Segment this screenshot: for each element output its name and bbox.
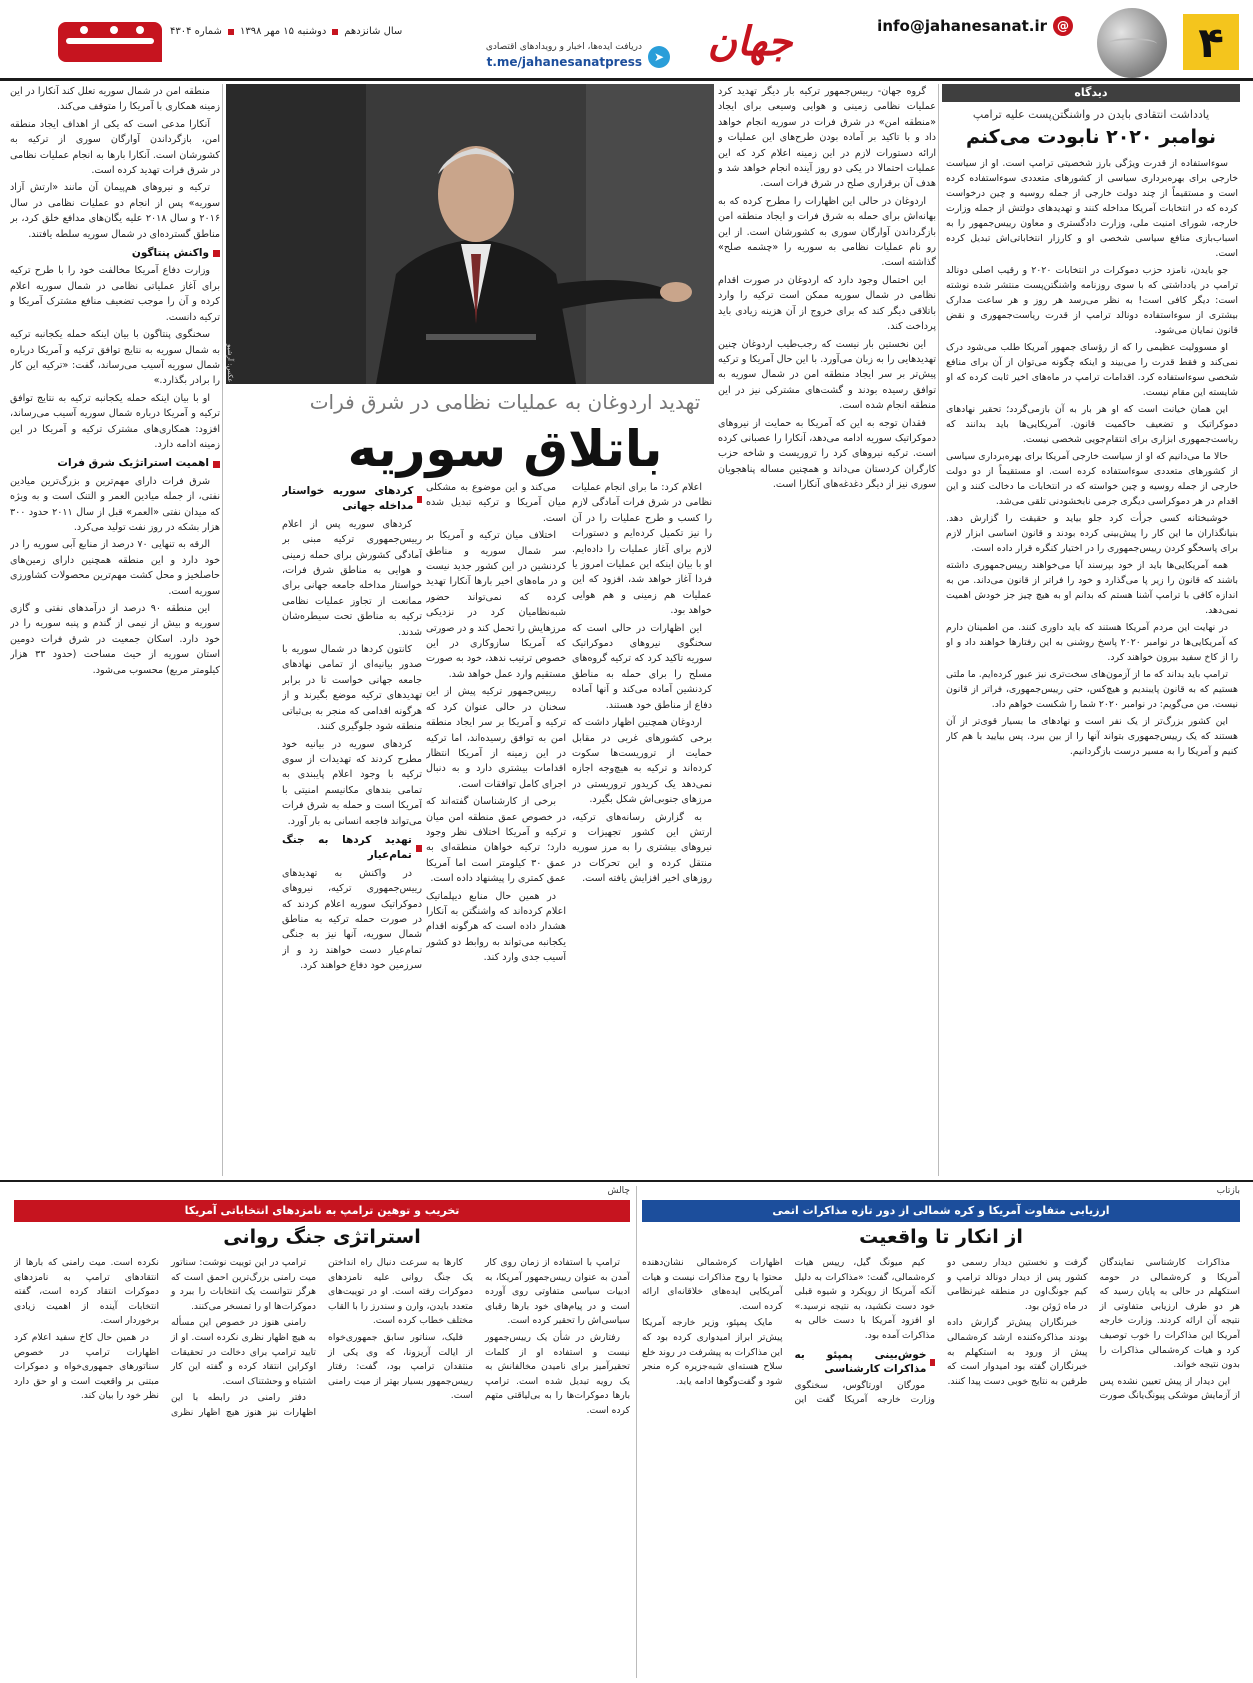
main-article-lead xyxy=(718,84,936,1176)
paragraph: رییس‌جمهور ترکیه پیش از این سخنان در حالی عنوان کرد که ترکیه و آمریکا بر سر ایجاد منطقه امن به توافق رسیده‌اند، اما ترکیه در این زمینه از آمریکا انتظار اقدامات بیشتری دارد و به دنبال اجرای کامل توافقات است. xyxy=(426,686,566,790)
email-icon: @ xyxy=(1053,16,1073,36)
telegram-link[interactable]: t.me/jahanesanatpress xyxy=(486,55,642,69)
paragraph: مذاکرات کارشناسی نمایندگان آمریکا و کره‌شمالی در حومه استکهلم در حالی به پایان رسید که هر دو طرف ارزیابی متفاوتی از نتیجه آن ارائه کردند. وزارت خارجه آمریکا این مذاکرات را خوب توصیف کرد و هیات کره‌شمالی مذاکرات را بدون نتیجه خواند. xyxy=(1099,1257,1240,1371)
paragraph: در همین حال منابع دیپلماتیک اعلام کرده‌اند که واشنگتن به آنکارا هشدار داده است که هرگونه اقدام یکجانبه می‌تواند به روابط دو کشور آسیب جدی وارد کند. xyxy=(426,890,566,964)
article-column xyxy=(426,480,566,1176)
globe-icon xyxy=(1097,8,1167,78)
subheading xyxy=(795,1348,936,1377)
subheading-text: کردهای سوریه خواستار مداخله جهانی xyxy=(282,485,414,513)
paragraph: ترامپ باید بداند که ما از آزمون‌های سخت‌تری نیز عبور کرده‌ایم. ما ملتی هستیم که به قانون پایبندیم و هیچ‌کس، حتی رییس‌جمهوری، فراتر از قانون نیست. من می‌گویم: در نوامبر ۲۰۲۰ شما را شکست خواهم داد. xyxy=(946,669,1238,710)
article-headline: باتلاق سوریه xyxy=(347,420,663,478)
logo-mark xyxy=(110,26,118,34)
paragraph: در نهایت این مردم آمریکا هستند که باید داوری کنند. من اطمینان دارم که آمریکایی‌ها در نوامبر ۲۰۲۰ پاسخ روشنی به این رفتارها خواهند داد و او را از کاخ سفید بیرون خواهند کرد. xyxy=(946,622,1238,663)
paragraph: ترامپ در این توییت نوشت: سناتور میت رامنی بزرگ‌ترین احمق است که هرگز نتوانست یک انتخابات را ببرد و دموکرات‌ها او را تمسخر می‌کنند. xyxy=(171,1257,316,1312)
speaker-photo xyxy=(226,84,714,384)
section-rule xyxy=(0,1180,1253,1182)
paragraph: آنکارا مدعی است که یکی از اهداف ایجاد منطقه امن، بازگرداندن آوارگان سوری از ترکیه به کشورشان است. آنکارا بارها به انجام عملیات نظامی در شرق فرات تهدید کرده است. xyxy=(10,118,220,177)
opinion-column xyxy=(942,84,1240,1176)
paragraph: این دیدار از پیش تعیین نشده پس از آزمایش موشکی پیونگ‌یانگ صورت گرفت و نخستین دیدار رسمی دو کشور پس از دیدار دونالد ترامپ و کیم جونگ‌اون در منطقه غیرنظامی در ماه ژوئن بود. xyxy=(947,1257,1240,1402)
issue-date: دوشنبه ۱۵ مهر ۱۳۹۸ xyxy=(239,26,327,37)
paragraph: برخی از کارشناسان گفته‌اند که در خصوص عمق منطقه امن میان ترکیه و آمریکا اختلاف نظر وجود دارد؛ ترکیه خواهان منطقه‌ای به عمق ۳۰ کیلومتر است اما آمریکا عمق کمتری را پیشنهاد داده است. xyxy=(426,796,566,885)
subheading xyxy=(10,246,220,261)
separator-square xyxy=(332,29,338,35)
opinion-kicker: یادداشت انتقادی بایدن در واشنگتن‌پست علیه ترامپ xyxy=(972,108,1210,121)
paragraph: این نخستین بار نیست که رجب‌طیب اردوغان چنین تهدیدهایی را به زبان می‌آورد. با این حال آمریکا و ترکیه پیش‌تر بر سر ایجاد منطقه امن در شمال سوریه به توافق رسیده بودند و گشت‌های مشترکی نیز در این منطقه انجام شده است. xyxy=(718,338,936,412)
article-column xyxy=(572,480,712,1176)
bullet-square xyxy=(416,845,422,852)
photo-credit: عکس: آرشیو xyxy=(226,343,234,382)
opinion-tag: دیدگاه xyxy=(942,84,1240,102)
subheading xyxy=(282,833,422,864)
paragraph: حالا ما می‌دانیم که او از سیاست خارجی آمریکا برای بهره‌برداری سیاسی از کشورهای متعددی سوءاستفاده کرده است. او مستقیماً از دو دولت خارجی از جمله روسیه و چین خواسته که در انتخابات ما دخالت کنند و این اقدام در هر دموکراسی دیگری جرمی نابخشودنی تلقی می‌شد. xyxy=(946,451,1238,507)
column-divider xyxy=(636,1186,637,1678)
telegram-caption: دریافت ایده‌ها، اخبار و رویدادهای اقتصادی xyxy=(485,42,642,52)
subheading-text: تهدید کردها به جنگ تمام‌عیار xyxy=(282,833,412,862)
paragraph: این منطقه ۹۰ درصد از درآمدهای نفتی و گازی سوریه و بیش از نیمی از گندم و پنبه سوریه را در خود دارد. اسکان جمعیت در شرق فرات دومین استان سوریه از حیث مساحت (حدود ۳۳ هزار کیلومتر مربع) محسوب می‌شود. xyxy=(10,603,220,676)
paragraph: این اظهارات در حالی است که سخنگوی نیروهای دموکراتیک سوریه تاکید کرد که ترکیه گروه‌های مسلح را برای حمله به مناطق کردنشین آماده می‌کند و آنها آماده دفاع از مناطق خود هستند. xyxy=(572,622,712,711)
paragraph: در همین حال کاخ سفید اعلام کرد اظهارات ترامپ در خصوص سناتورهای جمهوری‌خواه و دموکرات مبتنی بر واقعیت است و او حق دارد نظر خود را بیان کند. xyxy=(14,1331,159,1402)
paragraph: او مسوولیت عظیمی را که از رؤسای جمهور آمریکا طلب می‌شود درک نمی‌کند و فقط قدرت را می‌بیند و اینکه چگونه می‌توان از آن برای منافع شخصی سوءاستفاده کرد. اقدامات ترامپ در ماه‌های اخیر ثابت کرده که او شایسته این مقام نیست. xyxy=(946,342,1238,398)
issue-info xyxy=(170,26,402,37)
issue-year: سال شانزدهم xyxy=(344,26,403,37)
paragraph: به گزارش رسانه‌های ترکیه، ارتش این کشور تجهیزات و نیروهای بیشتری را به مرز سوریه منتقل کرده و این تحرکات در روزهای اخیر افزایش یافته است. xyxy=(572,811,712,885)
paragraph: اردوغان همچنین اظهار داشت که برخی کشورهای غربی در مقابل حمایت از تروریست‌ها سکوت کرده‌اند و ترکیه به هیچ‌وجه اجازه نمی‌دهد یک کریدور تروریستی در مرزهای جنوبی‌اش شکل بگیرد. xyxy=(572,717,712,806)
subheading-text: اهمیت استراتژیک شرق فرات xyxy=(57,457,209,470)
paragraph: خوشبختانه کسی جرأت کرد جلو بیاید و حقیقت را گزارش دهد. بنیانگذاران ما این کار را پیش‌بینی کرده بودند و قانون اساسی ابزار لازم برای پاسخگو کردن رییس‌جمهوری را در اختیار کنگره قرار داده است. xyxy=(946,513,1238,554)
paragraph: کیم میونگ گیل، رییس هیات کره‌شمالی، گفت: «مذاکرات به دلیل آنکه آمریکا از رویکرد و شیوه قبلی خود دست نکشید، به نتیجه نرسید.» او افزود آمریکا با دست خالی به مذاکرات آمده بود. xyxy=(794,1257,935,1341)
bullet-square xyxy=(213,461,220,468)
bottom-left-tag: چالش xyxy=(607,1186,630,1196)
paragraph: فلیک، سناتور سابق جمهوری‌خواه از ایالت آریزونا، که وی یکی از منتقدان ترامپ بود، گفت: رفتار رییس‌جمهور بسیار بهتر از میت رامنی است. xyxy=(328,1331,473,1402)
issue-number: شماره ۴۳۰۴ xyxy=(170,26,222,37)
paragraph: اردوغان در حالی این اظهارات را مطرح کرده که به بهانه‌اش برای حمله به شرق فرات و ایجاد منطقه امن بازگرداندن آوارگان سوری به کشورشان است. از این رو نام عملیات نظامی به سوریه را «چشمه صلح» گذاشته است. xyxy=(718,195,936,269)
paragraph: کارها به سرعت دنبال راه انداختن یک جنگ روانی علیه نامزدهای دموکرات رفته است. او در توییت‌های متعدد بایدن، وارن و سندرز را با القاب مختلف خطاب کرده است. xyxy=(328,1257,473,1327)
paragraph: اعلام کرد: ما برای انجام عملیات نظامی در شرق فرات آمادگی لازم را کسب و طرح عملیات را در آن را نیز تکمیل کرده‌ایم و دستورات لازم برای آغاز عملیات را داده‌ایم. او با بیان اینکه این عملیات امروز یا فردا آغاز خواهد شد، افزود که این عملیات هم زمینی و هم هوایی خواهد بود. xyxy=(572,482,712,617)
email-address[interactable]: info@jahanesanat.ir xyxy=(877,17,1047,35)
newspaper-logo xyxy=(58,22,162,62)
paragraph: می‌کند و این موضوع به مشکلی میان آمریکا و ترکیه تبدیل شده است. xyxy=(426,482,566,524)
paragraph: رامنی هنوز در خصوص این مسأله به هیچ اظهار نظری نکرده است. او از تایید ترامپ برای دخالت در تحقیقات اوکراین انتقاد کرده و گفته این کار اشتباه و وحشتناک است. xyxy=(171,1317,316,1387)
paragraph: گروه جهان- رییس‌جمهور ترکیه بار دیگر تهدید کرد عملیات نظامی زمینی و هوایی وسیعی برای ایجاد «منطقه امن» در شرق فرات در سوریه انجام خواهد داد و با تاکید بر آماده بودن طرح‌های این عملیات و ارائه دستورات لازم در این زمینه اعلام کرد که این عملیات احتمالا در یکی دو روز آینده انجام خواهد شد و هدف آن برقراری صلح در شرق فرات است. xyxy=(718,86,936,190)
section-title: جهان xyxy=(707,18,793,65)
subheading xyxy=(282,484,422,515)
paragraph: خبرنگاران پیش‌تر گزارش داده بودند مذاکره‌کننده ارشد کره‌شمالی پیش از ورود به استکهلم به خبرنگاران گفته بود امیدوار است که طرفین به نتایج خوبی دست پیدا کنند. xyxy=(947,1317,1088,1387)
logo-mark xyxy=(136,26,144,34)
bottom-right-title: از انکار تا واقعیت xyxy=(859,1226,1023,1248)
logo-mark xyxy=(66,38,154,44)
telegram-promo[interactable] xyxy=(420,42,670,72)
telegram-icon: ➤ xyxy=(648,46,670,68)
subheading xyxy=(10,456,220,471)
paragraph: کردهای سوریه در بیانیه خود مطرح کردند که تهدیدات از سوی ترکیه با وجود اعلام پایبندی به تمامی بندهای مکانیسم امنیتی با آمریکا است و حمله به شرق فرات می‌تواند فاجعه انسانی به بار آورد. xyxy=(282,738,422,827)
bullet-square xyxy=(417,496,422,503)
bottom-left-title: استراتژی جنگ روانی xyxy=(223,1226,421,1248)
page-header xyxy=(0,0,1253,82)
paragraph: جو بایدن، نامزد حزب دموکرات در انتخابات ۲۰۲۰ و رقیب اصلی دونالد ترامپ در یادداشتی که با سوی روزنامه واشنگتن‌پست منتشر شده نوشته است: دیگر کافی است! به نظر می‌رسد هر روز و هر ساعت مدارک بیشتری از سوءاستفاده دونالد ترامپ از قدرت ریاست‌جمهوری و نقض قانون نمایان می‌شود. xyxy=(946,265,1238,336)
paragraph: سوءاستفاده از قدرت ویژگی بارز شخصیتی ترامپ است. او از سیاست خارجی برای بهره‌برداری سیاسی از کشورهای متعددی سوءاستفاده کرده است و مستقیماً از چند دولت خارجی از جمله روسیه و چین درخواست کرده که در انتخابات آمریکا مداخله کنند و تهدیدهای دولتش از جمله وزارت خارجه، شورای امنیت ملی، وزارت دادگستری و معاون رییس‌جمهور را به اسباب‌بازی منافع سیاسی شخصی او و کارزار انتخاباتی‌اش تبدیل کرده است. xyxy=(946,158,1238,259)
logo-mark xyxy=(80,26,88,34)
email-contact[interactable] xyxy=(877,16,1073,36)
paragraph: رفتارش در شأن یک رییس‌جمهور نیست و استفاده او از کلمات تحقیرآمیز برای نامیدن مخالفانش به یک رویه تبدیل شده است. ترامپ بارها دموکرات‌ها را به بی‌لیاقتی متهم کرده است. xyxy=(485,1331,630,1416)
article-column xyxy=(282,480,422,1176)
bottom-right-kicker: ارزیابی متفاوت آمریکا و کره شمالی از دور تازه مذاکرات اتمی xyxy=(642,1200,1240,1222)
paragraph: اختلاف میان ترکیه و آمریکا بر سر شمال سوریه و مناطق کردنشین در این کشور جدید نیست و در ماه‌های اخیر بارها آنکارا تهدید کرده که نمی‌تواند حضور شبه‌نظامیان کرد در نزدیکی مرزهایش را تحمل کند و در صورتی که آمریکا سازوکاری در این خصوص ترتیب ندهد، خود به صورت مستقیم وارد عمل خواهد شد. xyxy=(426,530,566,680)
bullet-square xyxy=(930,1359,935,1366)
paragraph: فقدان توجه به این که آمریکا به حمایت از نیروهای دموکراتیک سوریه ادامه می‌دهد، آنکارا را عصبانی کرده است. ترکیه نیروهای کرد را تروریست و شاخه حزب کارگران کردستان می‌داند و همچنین مساله پناهجویان سوری نیز از دیگر دغدغه‌های آنکارا است. xyxy=(718,417,936,491)
paragraph: همه آمریکایی‌ها باید از خود بپرسند آیا می‌خواهند رییس‌جمهوری داشته باشند که قانون را زیر پا می‌گذارد و خود را فراتر از قانون می‌داند. من به اندازه کافی با ترامپ آشنا هستم که بدانم او به هیچ چیز جز خودش اهمیت نمی‌دهد. xyxy=(946,560,1238,616)
article-column-left xyxy=(10,84,220,1176)
paragraph: کردهای سوریه پس از اعلام رییس‌جمهوری ترکیه مبنی بر آمادگی کشورش برای حمله زمینی و هوایی به مناطق شرق فرات، خواستار مداخله جامعه جهانی برای ممانعت از تجاوز عملیات نظامی ترکیه به مناطق تحت سیطره‌شان شدند. xyxy=(282,518,422,638)
bottom-right-body xyxy=(642,1256,1240,1676)
article-photo xyxy=(226,84,714,384)
paragraph: ترامپ با استفاده از زمان روی کار آمدن به عنوان رییس‌جمهور آمریکا، به ادبیات سیاسی متفاوتی روی آورده است و در پیام‌های خود بارها رقبای سیاسی‌اش را تحقیر کرده است. xyxy=(485,1257,630,1327)
paragraph: الرقه به تنهایی ۷۰ درصد از منابع آبی سوریه را در خود دارد و این منطقه همچنین دارای زمین‌های حاصلخیز و محل کشت مهم‌ترین محصولات کشاورزی سوریه است. xyxy=(10,539,220,597)
opinion-body xyxy=(946,156,1238,1172)
paragraph: ترکیه و نیروهای هم‌پیمان آن مانند «ارتش آزاد سوریه» پس از انجام دو عملیات نظامی در سال ۲۰۱۶ و سال ۲۰۱۸ علیه یگان‌های مدافع خلق کرد، بر مناطق گسترده‌ای در شمال سوریه سلطه یافتند. xyxy=(10,182,220,240)
bullet-square xyxy=(213,250,220,257)
bottom-left-kicker: تخریب و توهین ترامپ به نامزدهای انتخاباتی آمریکا xyxy=(14,1200,630,1222)
paragraph: منطقه امن در شمال سوریه تعلل کند آنکارا در این زمینه همکاری با آمریکا را متوقف می‌کند. xyxy=(10,86,220,113)
bottom-left-body xyxy=(14,1256,630,1676)
paragraph: این کشور بزرگ‌تر از یک نفر است و نهادهای ما بسیار قوی‌تر از آن هستند که یک رییس‌جمهوری بتواند آنها را از بین ببرد. پس بیایید با هم کار کنیم و آمریکا را به مسیر درست بازگردانیم. xyxy=(946,716,1238,757)
paragraph: مورگان اورتاگوس، سخنگوی وزارت خارجه آمریکا گفت این اظهارات کره‌شمالی نشان‌دهنده محتوا یا روح مذاکرات نیست و هیات آمریکایی ایده‌های خلاقانه‌ای ارائه کرده است. xyxy=(642,1257,935,1406)
paragraph: مایک پمپئو، وزیر خارجه آمریکا پیش‌تر ابراز امیدواری کرده بود که این مذاکرات به پیشرفت در روند خلع سلاح هسته‌ای شبه‌جزیره کره منجر شود و گفت‌وگوها ادامه یابد. xyxy=(642,1317,783,1387)
paragraph: این همان خیانت است که او هر بار به آن بازمی‌گردد؛ تحقیر نهادهای دموکراتیک و تضعیف حاکمیت قانون. آمریکایی‌ها باید بدانند که ریاست‌جمهوری ابزاری برای انتقام‌جویی شخصی نیست. xyxy=(946,404,1238,445)
column-divider xyxy=(938,84,939,1176)
column-divider xyxy=(222,84,223,1176)
paragraph: وزارت دفاع آمریکا مخالفت خود را با طرح ترکیه برای آغاز عملیاتی نظامی در شمال سوریه اعلام کرده و آن را موجب تضعیف منافع مشترک آمریکا و ترکیه دانست. xyxy=(10,265,220,323)
separator-square xyxy=(228,29,234,35)
paragraph: این احتمال وجود دارد که اردوغان در صورت اقدام نظامی در شمال سوریه ممکن است ترکیه را وارد باتلاقی دیگر کند که برای خروج از آن هزینه زیادی باید پرداخت کند. xyxy=(718,274,936,333)
opinion-title: نوامبر ۲۰۲۰ نابودت می‌کنم xyxy=(966,126,1216,148)
paragraph: او با بیان اینکه حمله یکجانبه ترکیه به نتایج توافق ترکیه و آمریکا درباره شمال سوریه آسیب می‌رساند، افزود: همکاری‌های مشترک ترکیه و آمریکا در این زمینه ادامه دارد. xyxy=(10,392,220,450)
paragraph: کانتون کردها در شمال سوریه با صدور بیانیه‌ای از تمامی نهادهای جامعه جهانی خواست تا در برابر تهدیدهای ترکیه موضع بگیرند و از هرگونه اقدامی که منجر به بی‌ثباتی منطقه شود جلوگیری کنند. xyxy=(282,644,422,733)
subheading-text: واکنش پنتاگون xyxy=(131,247,209,260)
article-kicker: تهدید اردوغان به عملیات نظامی در شرق فرات xyxy=(309,390,701,414)
paragraph: در واکنش به تهدیدهای رییس‌جمهوری ترکیه، نیروهای دموکراتیک سوریه اعلام کردند که در صورت حمله ترکیه به مناطق شمال سوریه، آنها نیز به جنگی تمام‌عیار دست خواهند زد و از سرزمین خود دفاع خواهند کرد. xyxy=(282,867,422,972)
paragraph: سخنگوی پنتاگون با بیان اینکه حمله یکجانبه ترکیه به شمال سوریه به نتایج توافق ترکیه و آمریکا درباره شمال سوریه آسیب می‌رساند، گفت: «ترکیه این کار را برادر بگذارد.» xyxy=(10,329,220,387)
page-number: ۴ xyxy=(1183,14,1239,70)
paragraph: شرق فرات دارای مهم‌ترین و بزرگ‌ترین میادین نفتی، از جمله میادین العمر و التنک است و به ویژه که میدان نفتی «العمر» قبل از سال ۲۰۱۱ حدود ۳۰۰ هزار بشکه در روز نفت تولید می‌کرد. xyxy=(10,475,220,533)
paragraph: دفتر رامنی در رابطه با این اظهارات نیز هنوز هیچ اظهار نظری نکرده است. میت رامنی که بارها از انتقادهای ترامپ به نامزدهای دموکرات انتقاد کرده است، گفته انتخابات آینده از اهمیت زیادی برخوردار است. xyxy=(14,1257,316,1418)
subheading-text: خوش‌بینی پمپئو به مذاکرات کارشناسی xyxy=(794,1348,927,1376)
header-rule xyxy=(0,78,1253,81)
bottom-right-tag: بازتاب xyxy=(1216,1186,1240,1196)
